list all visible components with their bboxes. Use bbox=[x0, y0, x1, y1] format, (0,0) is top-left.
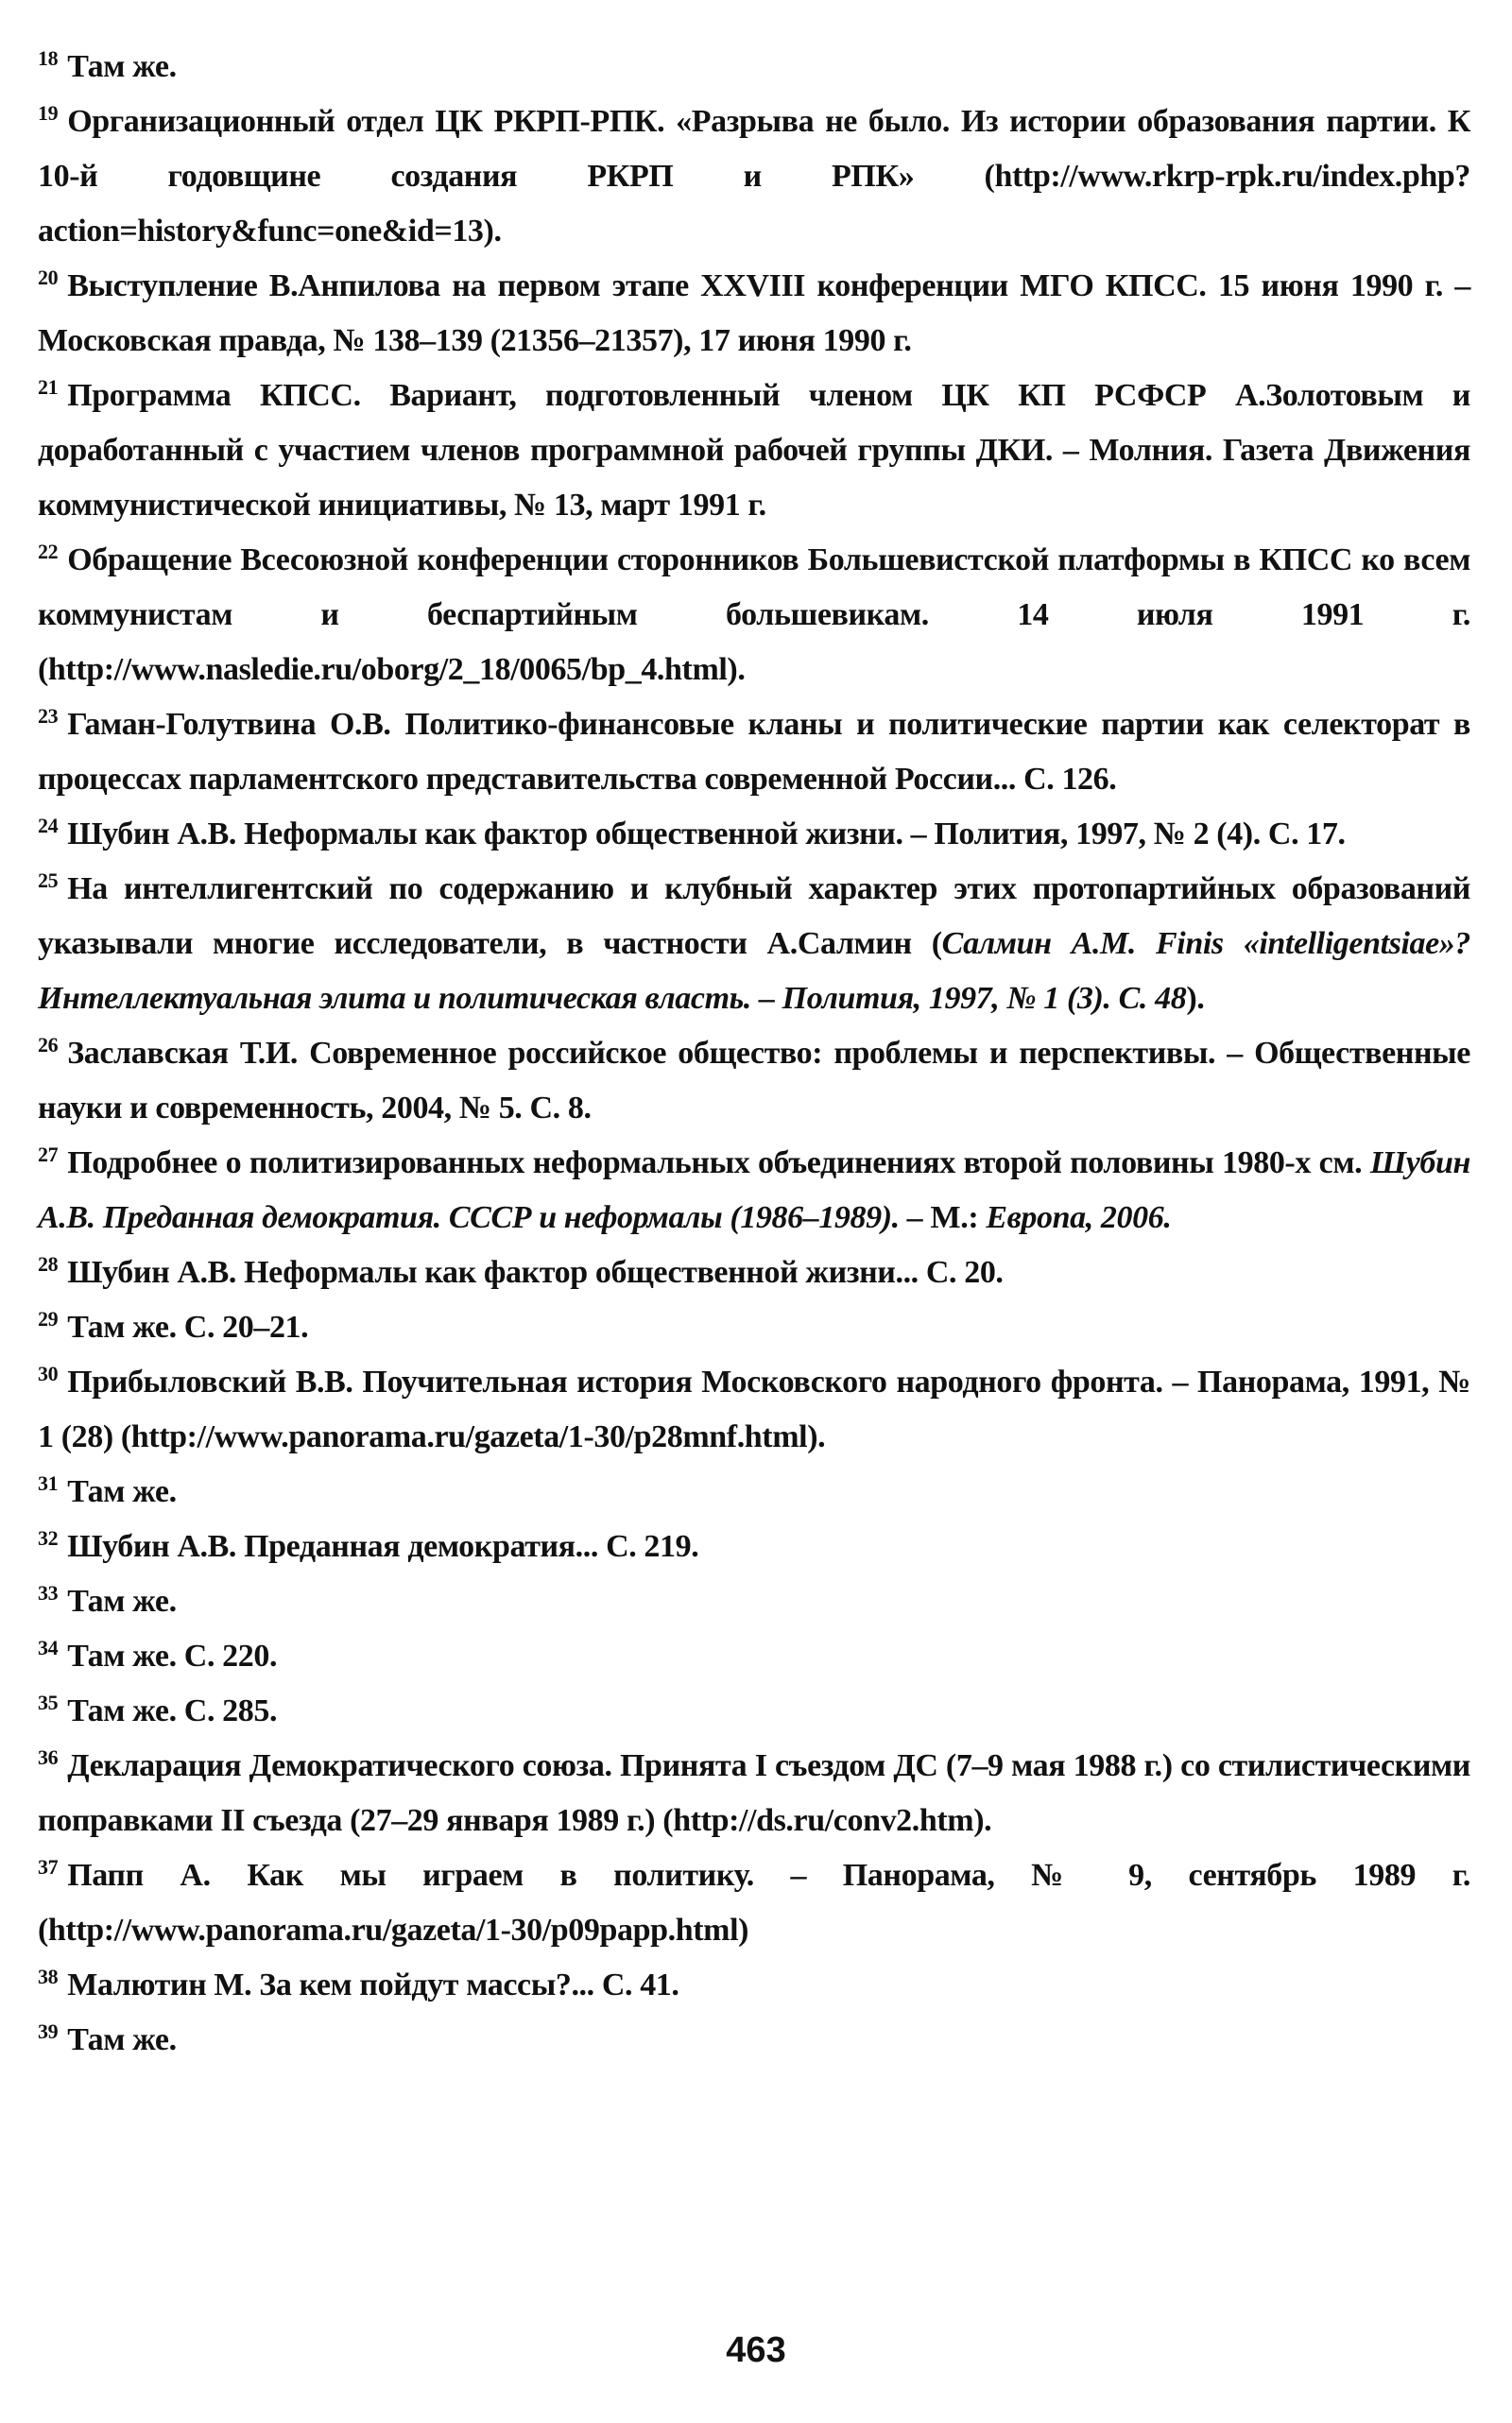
footnote-text: Шубин А.В. Преданная демократия... С. 219. bbox=[67, 1529, 699, 1564]
footnote bbox=[38, 259, 1470, 369]
footnote bbox=[38, 40, 1470, 95]
footnote-number: 21 bbox=[38, 375, 59, 399]
footnote-italic-citation: Шубин А.В. Преданная демократия. СССР и неформалы (1986–1989). – bbox=[38, 1145, 1470, 1235]
footnote-number: 35 bbox=[38, 1691, 59, 1714]
footnote-text: Организационный отдел ЦК РКРП-РПК. «Разрыва не было. Из истории образования партии. К 10-й годовщине создания РКРП и РПК» (http://www.rkrp-rpk.ru/index.php?action=history&func=one&id=13). bbox=[38, 104, 1470, 249]
footnote bbox=[38, 1629, 1470, 1684]
footnote-number: 20 bbox=[38, 266, 59, 289]
footnote bbox=[38, 1355, 1470, 1465]
footnote-number: 24 bbox=[38, 814, 59, 837]
footnote-text: Обращение Всесоюзной конференции сторонников Большевистской платформы в КПСС ко всем коммунистам и беспартийным большевикам. 14 июля 1991 г. (http://www.nasledie.ru/oborg/2_18/0065/bp_4.html). bbox=[38, 542, 1470, 687]
footnote-number: 27 bbox=[38, 1143, 59, 1166]
footnote-text-tail: М.: bbox=[922, 1200, 987, 1235]
footnote bbox=[38, 1739, 1470, 1848]
footnote-italic-citation: Салмин А.М. Finis «intelligentsiae»? Интеллектуальная элита и политическая власть. – Полития, 1997, № 1 (3). С. 48 bbox=[38, 926, 1470, 1016]
footnote bbox=[38, 1520, 1470, 1574]
footnote-text: Выступление В.Анпилова на первом этапе XXVIII конференции МГО КПСС. 15 июня 1990 г. – Московская правда, № 138–139 (21356–21357), 17 июня 1990 г. bbox=[38, 268, 1470, 358]
footnote-number: 22 bbox=[38, 540, 59, 563]
footnote-text: Декларация Демократического союза. Принята I съездом ДС (7–9 мая 1988 г.) со стилистическими поправками II съезда (27–29 января 1989 г.) (http://ds.ru/conv2.htm). bbox=[38, 1748, 1470, 1838]
footnote bbox=[38, 533, 1470, 697]
footnotes-list bbox=[38, 40, 1470, 2068]
footnote-number: 32 bbox=[38, 1526, 59, 1550]
footnote-number: 25 bbox=[38, 868, 59, 892]
footnote-text: Там же. bbox=[67, 2022, 177, 2057]
footnote-text: На интеллигентский по содержанию и клубный характер этих протопартийных образований указывали многие исследователи, в частности А.Салмин ( bbox=[38, 871, 1470, 961]
footnote-number: 29 bbox=[38, 1307, 59, 1331]
footnote-text: Программа КПСС. Вариант, подготовленный членом ЦК КП РСФСР А.Золотовым и доработанный с участием членов программной рабочей группы ДКИ. – Молния. Газета Движения коммунистической инициативы, № 13, март 1991 г. bbox=[38, 378, 1470, 523]
footnote-text-tail: ). bbox=[1186, 981, 1205, 1016]
footnote-text: Папп А. Как мы играем в политику. – Панорама, № 9, сентябрь 1989 г. (http://www.panorama.ru/gazeta/1-30/p09papp.html) bbox=[38, 1858, 1470, 1948]
footnote bbox=[38, 807, 1470, 862]
footnote bbox=[38, 95, 1470, 259]
footnote bbox=[38, 369, 1470, 533]
footnote-number: 33 bbox=[38, 1581, 59, 1605]
footnote-number: 30 bbox=[38, 1362, 59, 1385]
footnote-number: 37 bbox=[38, 1855, 59, 1879]
footnote-text: Там же. bbox=[67, 49, 177, 84]
footnote-number: 39 bbox=[38, 2019, 59, 2043]
footnote-text: Шубин А.В. Неформалы как фактор общественной жизни. – Полития, 1997, № 2 (4). С. 17. bbox=[67, 816, 1346, 851]
footnote-number: 36 bbox=[38, 1745, 59, 1769]
footnote-text: Там же. С. 20–21. bbox=[67, 1310, 309, 1345]
footnote bbox=[38, 862, 1470, 1026]
footnote-number: 38 bbox=[38, 1965, 59, 1988]
footnotes-page bbox=[38, 40, 1470, 2068]
footnote-number: 26 bbox=[38, 1033, 59, 1057]
footnote bbox=[38, 1246, 1470, 1300]
footnote-number: 23 bbox=[38, 704, 59, 728]
footnote-number: 28 bbox=[38, 1252, 59, 1276]
footnote-number: 34 bbox=[38, 1636, 59, 1659]
footnote bbox=[38, 1958, 1470, 2013]
footnote-number: 19 bbox=[38, 101, 59, 125]
footnote-text: Заславская Т.И. Современное российское общество: проблемы и перспективы. – Общественные науки и современность, 2004, № 5. С. 8. bbox=[38, 1036, 1470, 1126]
footnote-text: Там же. bbox=[67, 1584, 177, 1619]
footnote-text: Малютин М. За кем пойдут массы?... С. 41. bbox=[67, 1968, 679, 2002]
page-number: 463 bbox=[726, 2330, 786, 2370]
footnote-text: Там же. С. 285. bbox=[67, 1693, 278, 1728]
footnote-text: Подробнее о политизированных неформальных объединениях второй половины 1980-х см. bbox=[67, 1145, 1370, 1180]
footnote bbox=[38, 1848, 1470, 1958]
footnote bbox=[38, 2013, 1470, 2068]
footnote bbox=[38, 1136, 1470, 1246]
footnote bbox=[38, 1300, 1470, 1355]
footnote bbox=[38, 1026, 1470, 1136]
footnote bbox=[38, 697, 1470, 807]
footnote-text: Шубин А.В. Неформалы как фактор общественной жизни... С. 20. bbox=[67, 1255, 1004, 1290]
footnote-number: 18 bbox=[38, 46, 59, 70]
footnote-italic-publisher: Европа, 2006. bbox=[986, 1200, 1172, 1235]
footnote-text: Гаман-Голутвина О.В. Политико-финансовые кланы и политические партии как селекторат в процессах парламентского представительства современной России... С. 126. bbox=[38, 707, 1470, 797]
footnote bbox=[38, 1574, 1470, 1629]
footnote bbox=[38, 1465, 1470, 1520]
footnote-text: Там же. С. 220. bbox=[67, 1639, 278, 1674]
footnote-text: Прибыловский В.В. Поучительная история Московского народного фронта. – Панорама, 1991, № 1 (28) (http://www.panorama.ru/gazeta/1-30/p28mnf.html). bbox=[38, 1365, 1470, 1454]
footnote-number: 31 bbox=[38, 1471, 59, 1495]
footnote bbox=[38, 1684, 1470, 1739]
footnote-text: Там же. bbox=[67, 1474, 177, 1509]
